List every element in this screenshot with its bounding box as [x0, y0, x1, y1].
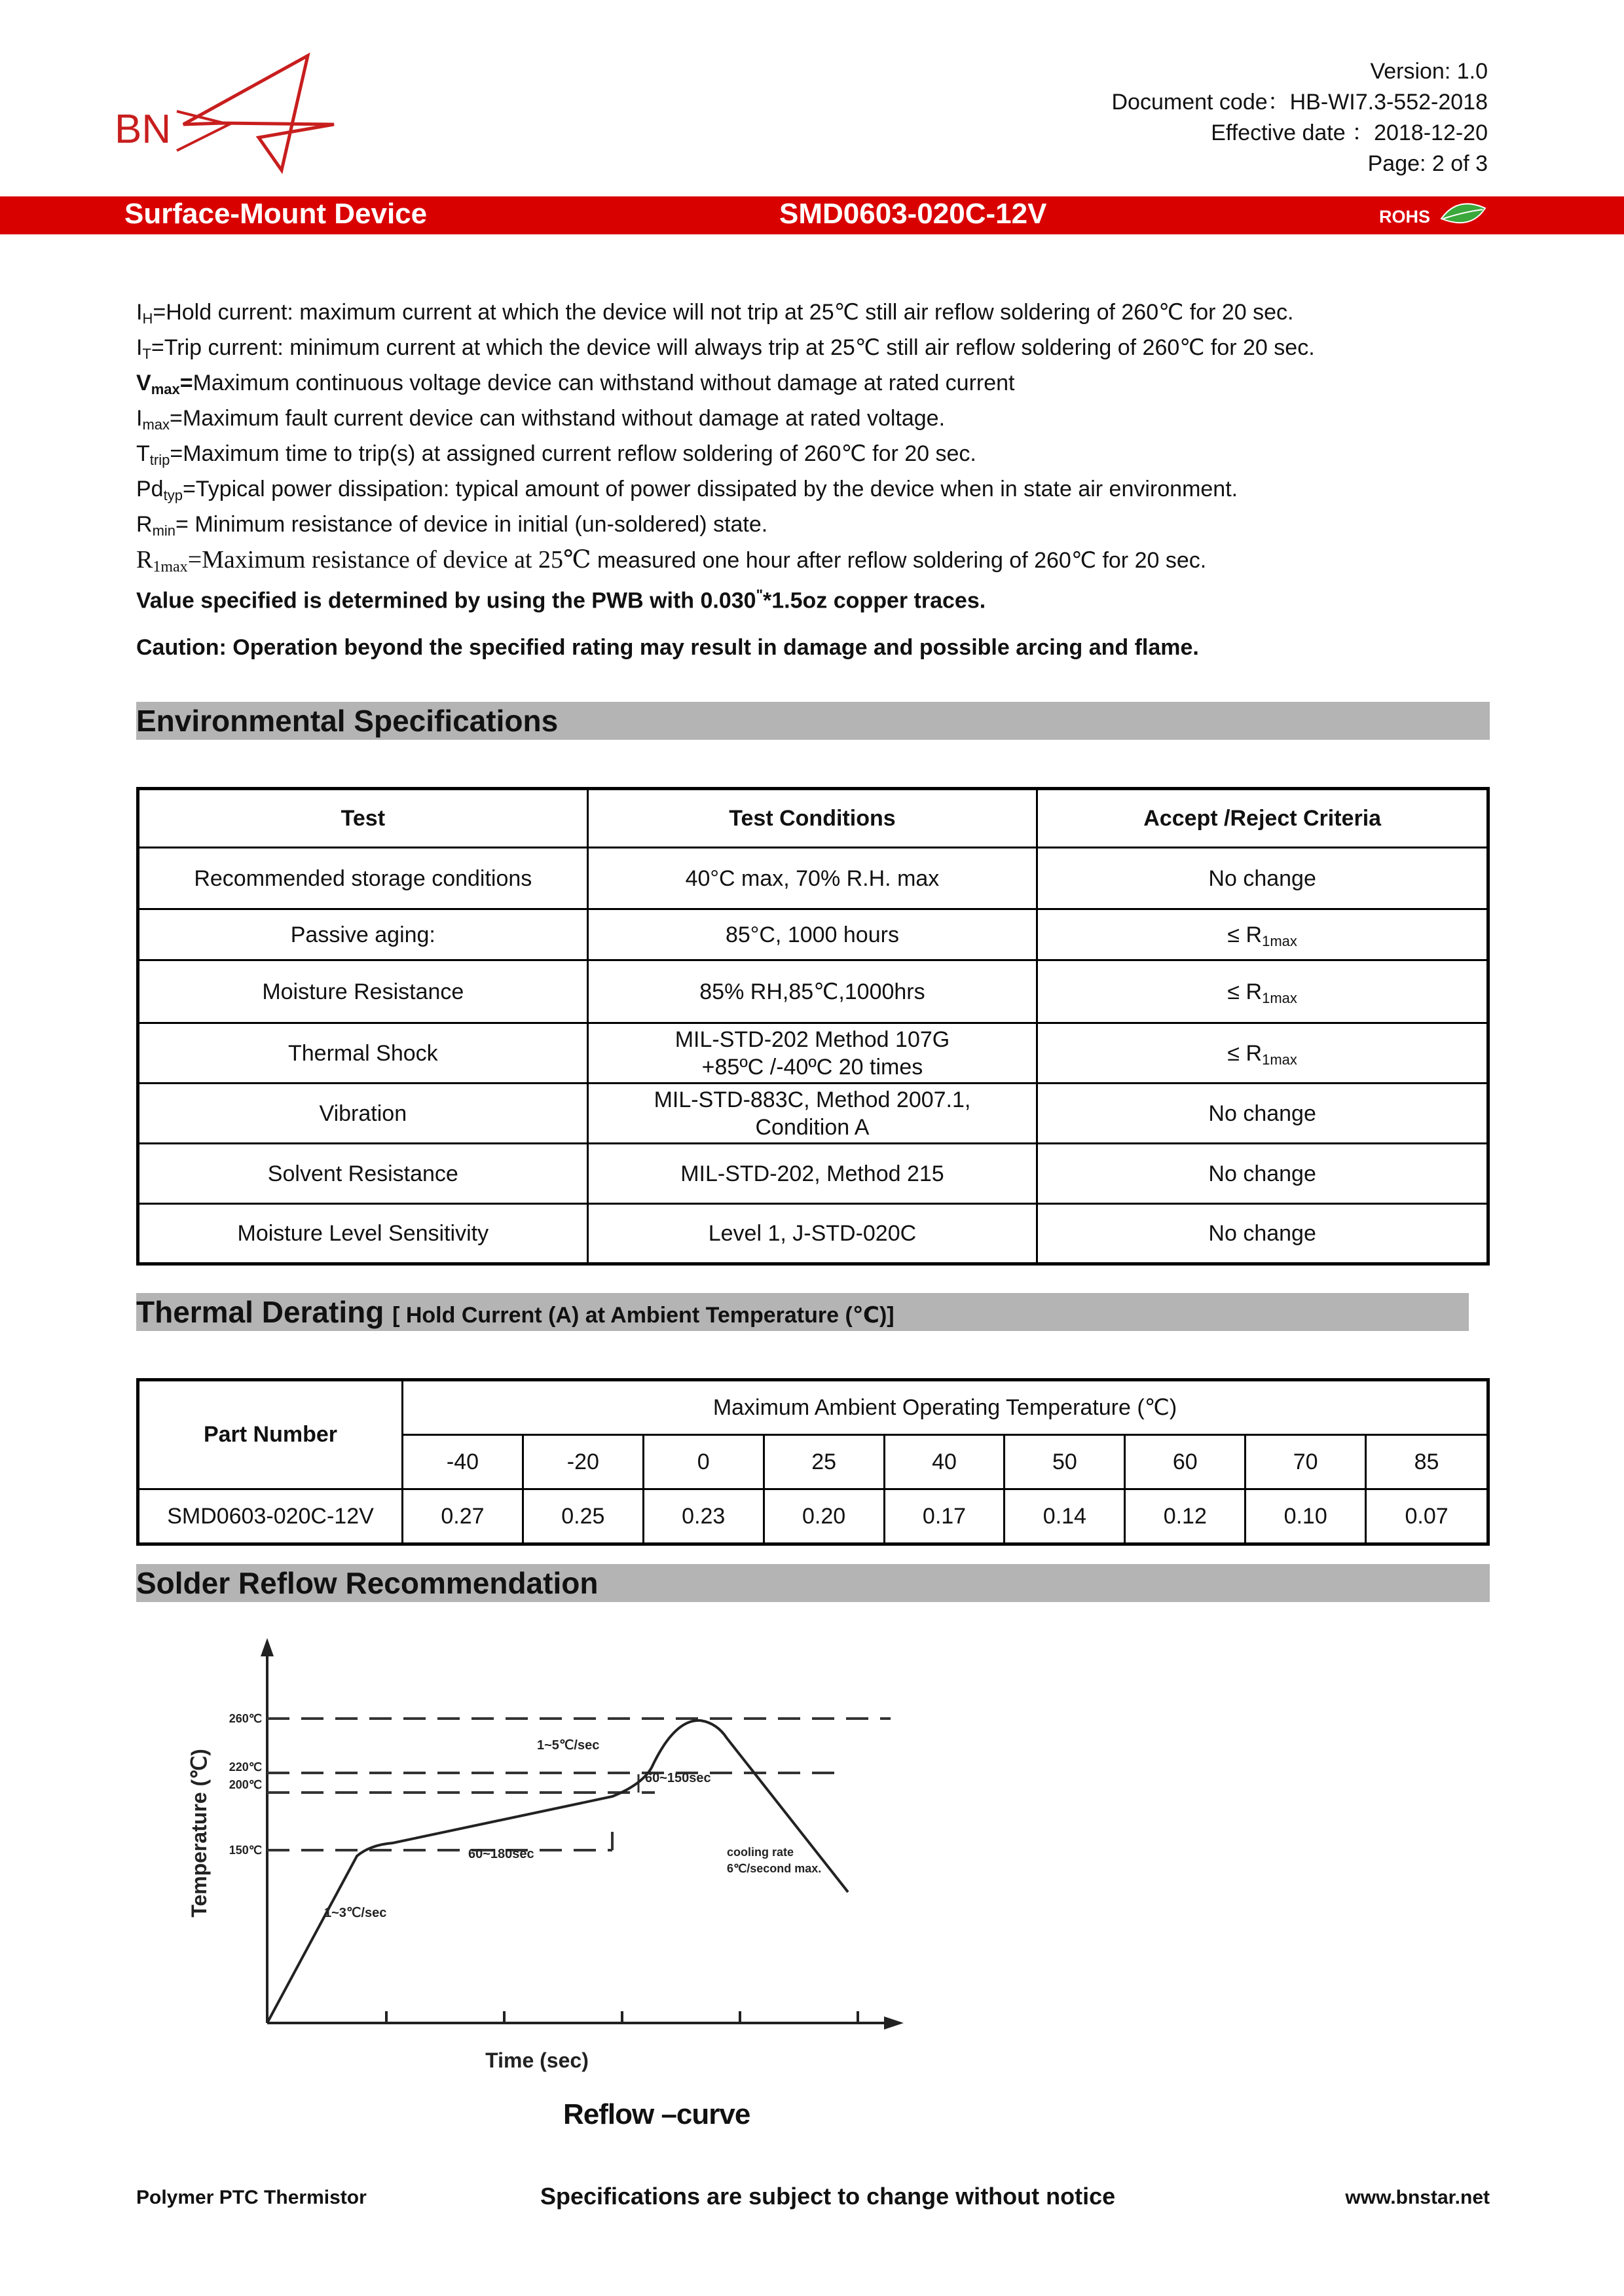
- part-number-cell: SMD0603-020C-12V: [138, 1489, 403, 1544]
- caution-note: Caution: Operation beyond the specified rating may result in damage and possible arcing and flame.: [136, 635, 1199, 660]
- banner-category: Surface-Mount Device: [124, 198, 428, 230]
- table-row: [138, 1144, 1488, 1204]
- rohs-label: ROHS: [1379, 207, 1431, 227]
- table-row: [138, 909, 1488, 960]
- cell-criteria: ≤ $R_{1max}$: [1037, 1023, 1488, 1084]
- section-title: Solder Reflow Recommendation: [136, 1566, 599, 1600]
- temp-cell: -20: [523, 1435, 643, 1489]
- temp-cell: 60: [1125, 1435, 1246, 1489]
- section-subtitle: [ Hold Current (A) at Ambient Temperature (℃)]: [392, 1303, 895, 1328]
- y-axis-arrow: [261, 1638, 274, 1656]
- definitions: [136, 295, 1511, 665]
- value-cell: 0.25: [523, 1489, 643, 1544]
- section-title: Environmental Specifications: [136, 704, 559, 738]
- page-number: Page: 2 of 3: [1367, 151, 1488, 176]
- ann-cooling-rate: 6℃/second max.: [727, 1862, 822, 1875]
- section-solder-reflow: [136, 1564, 1490, 1602]
- page-footer: [136, 2180, 1490, 2213]
- document-code: Document code：HB-WI7.3-552-2018: [1111, 90, 1488, 115]
- company-logo: [92, 46, 373, 190]
- chart-caption: Reflow –curve: [563, 2098, 750, 2130]
- environmental-table: [136, 787, 1490, 1266]
- def-vmax: $V_{max}=Maximum$ continuous voltage device can withstand without damage at rated current: [136, 371, 1015, 397]
- temp-cell: 85: [1366, 1435, 1488, 1489]
- def-imax: $I_{max}=Maximum$ fault current device can withstand without damage at rated voltage.: [136, 406, 946, 433]
- pwb-note: Value specified is determined by using the PWB with 0.030"*1.5oz copper traces.: [136, 587, 986, 613]
- temp-cell: 50: [1005, 1435, 1125, 1489]
- ann-cooling: cooling rate: [727, 1846, 794, 1859]
- table-row: [138, 1489, 1488, 1544]
- ytick-220: 220℃: [229, 1760, 262, 1774]
- ytick-260: 260℃: [229, 1712, 262, 1725]
- value-cell: 0.23: [643, 1489, 764, 1544]
- table-header-row: [138, 789, 1488, 848]
- cell-criteria: No change: [1037, 1084, 1488, 1144]
- banner-part-number: SMD0603-020C-12V: [779, 198, 1047, 230]
- footer-notice: Specifications are subject to change without notice: [540, 2183, 1116, 2210]
- value-cell: 0.27: [403, 1489, 523, 1544]
- footer-product: Polymer PTC Thermistor: [136, 2187, 367, 2208]
- logo-graphic: [92, 46, 373, 190]
- y-axis-label: Temperature (℃): [187, 1749, 211, 1918]
- cell-criteria: No change: [1037, 848, 1488, 909]
- cell-criteria: No change: [1037, 1204, 1488, 1264]
- cell-criteria: No change: [1037, 1144, 1488, 1204]
- value-cell: 0.20: [764, 1489, 884, 1544]
- value-cell: 0.14: [1005, 1489, 1125, 1544]
- temperature-header: Maximum Ambient Operating Temperature (℃): [403, 1380, 1488, 1435]
- table-row: [138, 960, 1488, 1023]
- x-axis-label: Time (sec): [485, 2049, 589, 2072]
- def-ttrip: $T_{trip}=Maximum$ time to trip(s) at assigned current reflow soldering of 260℃ for 20 sec.: [136, 441, 976, 468]
- title-banner: [0, 196, 1624, 234]
- cell-test: Moisture Resistance: [138, 960, 588, 1023]
- cell-condition: Level 1, J-STD-020C: [587, 1204, 1037, 1264]
- table-row: [138, 848, 1488, 909]
- cell-test: Vibration: [138, 1084, 588, 1144]
- cell-condition: MIL-STD-202, Method 215: [587, 1144, 1037, 1204]
- version: Version: 1.0: [1370, 59, 1488, 84]
- table-header-row: [138, 1380, 1488, 1435]
- value-cell: 0.12: [1125, 1489, 1246, 1544]
- rohs-leaf-icon: [1438, 199, 1490, 232]
- def-hold-current: $I_H=Hold$ current: maximum current at which the device will not trip at 25℃ still air reflow soldering of 260℃ for 20 sec.: [136, 300, 1294, 327]
- value-cell: 0.07: [1366, 1489, 1488, 1544]
- cell-criteria: ≤ $R_{1max}$: [1037, 909, 1488, 960]
- section-environmental: [136, 702, 1490, 740]
- x-ticks: [386, 2011, 858, 2023]
- ann-soak: 60~180sec: [468, 1847, 534, 1861]
- value-cell: 0.17: [884, 1489, 1005, 1544]
- cell-test: Recommended storage conditions: [138, 848, 588, 909]
- def-r1max: $R_{1max}=Maximum$ resistance of device at 25℃ measured one hour after reflow soldering of 260℃ for 20 sec.: [136, 546, 1207, 575]
- thermal-derating-table: [136, 1378, 1490, 1546]
- cell-criteria: ≤ $R_{1max}$: [1037, 960, 1488, 1023]
- effective-date: Effective date ：2018-12-20: [1211, 120, 1488, 145]
- ytick-200: 200℃: [229, 1778, 262, 1791]
- logo-text: BN: [115, 107, 172, 152]
- table-row: [138, 1204, 1488, 1264]
- table-row: [138, 1084, 1488, 1144]
- col-header: Test: [138, 789, 588, 848]
- def-trip-current: $I_T=Trip$ current: minimum current at which the device will always trip at 25℃ still air reflow soldering of 260℃ for 20 sec.: [136, 335, 1315, 362]
- cell-condition: 85°C, 1000 hours: [587, 909, 1037, 960]
- cell-condition: MIL-STD-883C, Method 2007.1, Condition A: [587, 1084, 1037, 1144]
- temp-cell: 40: [884, 1435, 1005, 1489]
- cell-test: Solvent Resistance: [138, 1144, 588, 1204]
- value-cell: 0.10: [1246, 1489, 1366, 1544]
- ann-ramp-up: 1~3℃/sec: [324, 1906, 387, 1920]
- document-meta: [1112, 56, 1488, 179]
- col-header: Accept /Reject Criteria: [1037, 789, 1488, 848]
- temp-cell: 25: [764, 1435, 884, 1489]
- section-title: Thermal Derating: [136, 1295, 384, 1329]
- cell-test: Moisture Level Sensitivity: [138, 1204, 588, 1264]
- temp-cell: 70: [1246, 1435, 1366, 1489]
- ann-peak-time: 60~150sec: [645, 1771, 711, 1785]
- cell-condition: 40°C max, 70% R.H. max: [587, 848, 1037, 909]
- def-rmin: $R_{min}=$ Minimum resistance of device in initial (un-soldered) state.: [136, 512, 768, 539]
- cell-condition: 85% RH,85℃,1000hrs: [587, 960, 1037, 1023]
- ytick-150: 150℃: [229, 1844, 262, 1857]
- cell-condition: MIL-STD-202 Method 107G +85ºC /-40ºC 20 times: [587, 1023, 1037, 1084]
- col-header: Test Conditions: [587, 789, 1037, 848]
- temp-cell: 0: [643, 1435, 764, 1489]
- part-number-header: Part Number: [138, 1380, 403, 1489]
- cell-test: Thermal Shock: [138, 1023, 588, 1084]
- table-row: [138, 1023, 1488, 1084]
- temp-cell: -40: [403, 1435, 523, 1489]
- footer-website: www.bnstar.net: [1345, 2187, 1490, 2208]
- reflow-chart: [183, 1630, 923, 2154]
- ann-ramp-peak: 1~5℃/sec: [537, 1738, 600, 1753]
- cell-test: Passive aging:: [138, 909, 588, 960]
- section-thermal-derating: [136, 1293, 1469, 1331]
- def-pdtyp: $Pd_{typ}=Typical$ power dissipation: typical amount of power dissipated by the device when in state air environment.: [136, 477, 1238, 503]
- x-axis-arrow: [884, 2016, 904, 2030]
